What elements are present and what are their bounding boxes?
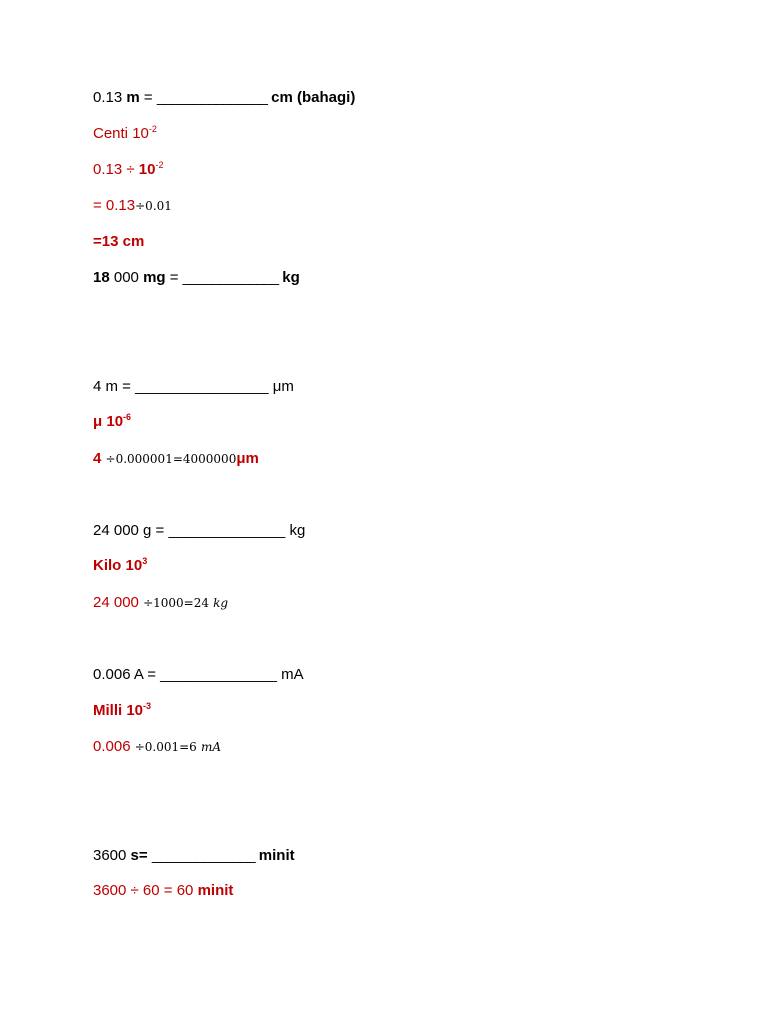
q4-answer xyxy=(93,594,228,612)
q1-step1 xyxy=(93,161,163,179)
q1-step1-base: 10 xyxy=(138,161,156,178)
q4-math-unit: kg xyxy=(213,596,229,610)
q2-blank: _____________ xyxy=(182,269,279,286)
q5-prefix-base: 10 xyxy=(126,702,144,719)
q2-question xyxy=(93,269,300,287)
q1-step1-op: ÷ xyxy=(126,161,135,178)
q2-unit-from: mg xyxy=(143,269,166,286)
q2-unit-to: kg xyxy=(282,269,300,286)
q6-unit-to: minit xyxy=(258,847,295,864)
q1-value: 0.13 xyxy=(93,89,123,106)
q6-unit-from: s= xyxy=(130,847,148,864)
q4-prefix-name: Kilo xyxy=(93,557,122,574)
q4-prefix xyxy=(93,557,147,575)
q1-result: =13 cm xyxy=(93,233,145,250)
q2-value-rest: 000 xyxy=(109,269,139,286)
q6-blank: ______________ xyxy=(151,847,255,864)
q5-value: 0.006 xyxy=(93,738,131,755)
q5-prefix xyxy=(93,702,151,720)
q4-question: 24 000 g = ______________ kg xyxy=(93,522,306,539)
q6-answer xyxy=(93,882,233,900)
q1-prefix-name: Centi xyxy=(93,125,129,142)
q3-prefix xyxy=(93,413,131,431)
q5-answer xyxy=(93,738,221,756)
q3-unit: μm xyxy=(236,450,259,467)
q3-prefix-exp: -6 xyxy=(123,412,132,422)
q5-question: 0.006 A = ______________ mA xyxy=(93,666,304,683)
q1-note: (bahagi) xyxy=(297,89,356,106)
q1-prefix-exp: -2 xyxy=(148,124,157,134)
q1-step1-value: 0.13 xyxy=(93,161,123,178)
q3-math: ÷0.000001=4000000 xyxy=(105,452,237,466)
q4-value: 24 000 xyxy=(93,594,139,611)
q2-value: 18 xyxy=(93,269,110,286)
q1-prefix xyxy=(93,125,157,143)
q1-question xyxy=(93,89,355,107)
q3-value: 4 xyxy=(93,450,102,467)
q4-prefix-exp: 3 xyxy=(142,556,148,566)
q4-prefix-base: 10 xyxy=(125,557,143,574)
q1-eq: = xyxy=(143,89,153,106)
q1-blank: _______________ xyxy=(156,89,267,106)
q1-step2 xyxy=(93,197,172,215)
q4-math: ÷1000=24 xyxy=(143,596,209,610)
q1-step1-exp: -2 xyxy=(155,160,164,170)
q1-unit-to: cm xyxy=(271,89,293,106)
q2-eq: = xyxy=(169,269,179,286)
q3-question: 4 m = ________________ μm xyxy=(93,378,294,395)
q3-prefix-base: 10 xyxy=(106,413,124,430)
q6-value: 3600 xyxy=(93,847,127,864)
q3-prefix-name: μ xyxy=(93,413,103,430)
q6-question xyxy=(93,847,295,865)
q5-math-unit: mA xyxy=(201,740,222,754)
q5-math: ÷0.001=6 xyxy=(134,740,197,754)
q1-step2-math: ÷0.01 xyxy=(135,199,172,213)
q6-answer-unit: minit xyxy=(197,882,234,899)
q5-prefix-exp: -3 xyxy=(143,701,152,711)
q1-prefix-base: 10 xyxy=(132,125,149,142)
q6-answer-calc: 3600 ÷ 60 = 60 xyxy=(93,882,194,899)
q5-prefix-name: Milli xyxy=(93,702,123,719)
q1-unit-from: m xyxy=(126,89,140,106)
q1-step2-prefix: = 0.13 xyxy=(93,197,136,214)
q3-answer xyxy=(93,450,259,468)
